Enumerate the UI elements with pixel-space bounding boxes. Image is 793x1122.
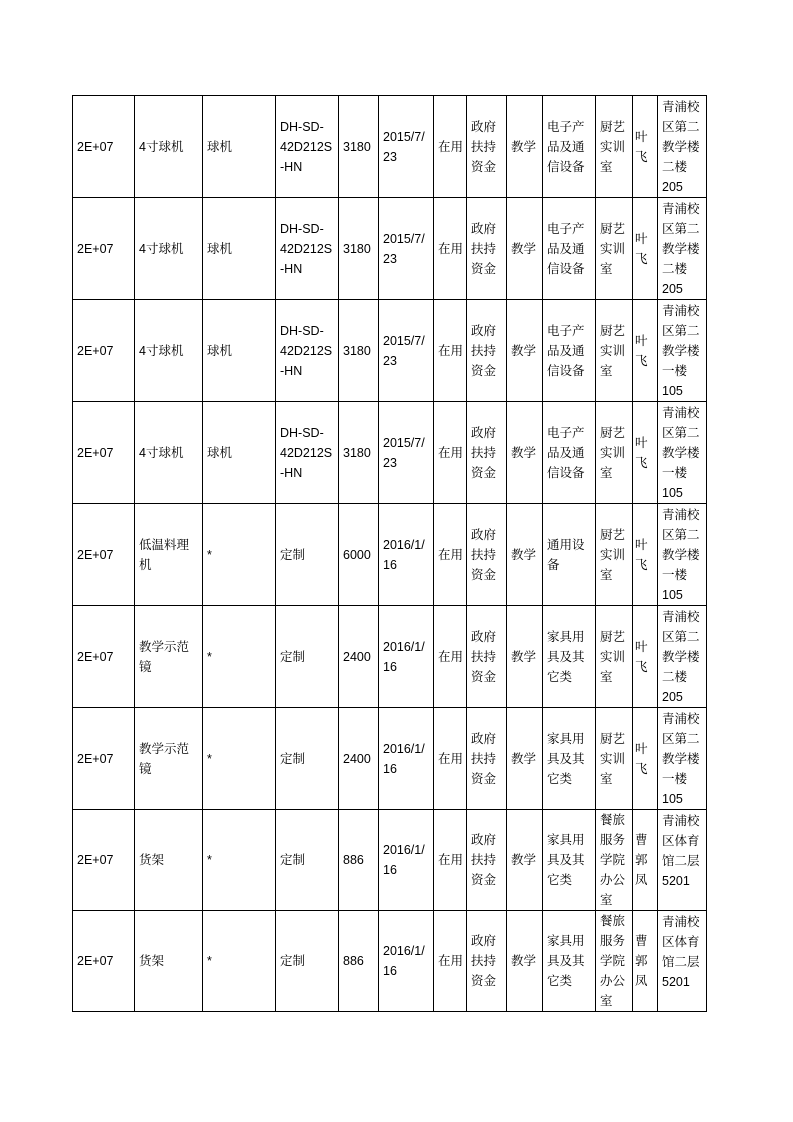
location-cell: 青浦校 区第二 教学楼 二楼 205 [658,606,707,708]
asset-purpose-cell: 教学 [507,708,543,810]
funding-source-cell: 政府 扶持 资金 [467,96,507,198]
asset-model-cell: 定制 [276,911,339,1012]
asset-name-cell: 4寸球机 [135,198,203,300]
asset-price-cell: 2400 [339,606,379,708]
asset-price-cell: 3180 [339,300,379,402]
department-cell: 厨艺 实训 室 [596,606,633,708]
asset-category-cell: 球机 [203,96,276,198]
asset-name-cell: 教学示范 镜 [135,708,203,810]
asset-type-cell: 家具用 具及其 它类 [543,606,596,708]
asset-price-cell: 886 [339,810,379,911]
asset-status-cell: 在用 [434,810,467,911]
location-cell: 青浦校 区体育 馆二层 5201 [658,911,707,1012]
asset-id-cell: 2E+07 [73,504,135,606]
asset-category-cell: * [203,911,276,1012]
funding-source-cell: 政府 扶持 资金 [467,606,507,708]
asset-id-cell: 2E+07 [73,810,135,911]
department-cell: 厨艺 实训 室 [596,198,633,300]
department-cell: 厨艺 实训 室 [596,300,633,402]
keeper-cell: 叶 飞 [633,606,658,708]
asset-purpose-cell: 教学 [507,300,543,402]
table-row [73,606,707,708]
asset-type-cell: 电子产 品及通 信设备 [543,198,596,300]
asset-model-cell: DH-SD- 42D212S -HN [276,198,339,300]
funding-source-cell: 政府 扶持 资金 [467,708,507,810]
asset-name-cell: 4寸球机 [135,300,203,402]
funding-source-cell: 政府 扶持 资金 [467,810,507,911]
purchase-date-cell: 2016/1/ 16 [379,708,434,810]
asset-price-cell: 886 [339,911,379,1012]
asset-price-cell: 6000 [339,504,379,606]
asset-purpose-cell: 教学 [507,810,543,911]
funding-source-cell: 政府 扶持 资金 [467,198,507,300]
table-body [73,96,707,1012]
asset-id-cell: 2E+07 [73,402,135,504]
asset-status-cell: 在用 [434,198,467,300]
asset-status-cell: 在用 [434,606,467,708]
table-row [73,96,707,198]
location-cell: 青浦校 区第二 教学楼 二楼 205 [658,198,707,300]
asset-purpose-cell: 教学 [507,911,543,1012]
purchase-date-cell: 2015/7/ 23 [379,300,434,402]
asset-category-cell: * [203,606,276,708]
asset-id-cell: 2E+07 [73,606,135,708]
department-cell: 餐旅 服务 学院 办公 室 [596,810,633,911]
purchase-date-cell: 2016/1/ 16 [379,504,434,606]
asset-category-cell: 球机 [203,300,276,402]
asset-name-cell: 4寸球机 [135,402,203,504]
asset-name-cell: 货架 [135,810,203,911]
asset-category-cell: 球机 [203,402,276,504]
asset-id-cell: 2E+07 [73,96,135,198]
asset-price-cell: 3180 [339,402,379,504]
purchase-date-cell: 2016/1/ 16 [379,810,434,911]
asset-status-cell: 在用 [434,708,467,810]
asset-status-cell: 在用 [434,911,467,1012]
asset-price-cell: 3180 [339,96,379,198]
funding-source-cell: 政府 扶持 资金 [467,911,507,1012]
table-row [73,402,707,504]
keeper-cell: 叶 飞 [633,96,658,198]
table-row [73,198,707,300]
purchase-date-cell: 2015/7/ 23 [379,96,434,198]
department-cell: 厨艺 实训 室 [596,504,633,606]
keeper-cell: 曹 郭 凤 [633,911,658,1012]
asset-status-cell: 在用 [434,96,467,198]
asset-category-cell: * [203,810,276,911]
asset-model-cell: 定制 [276,708,339,810]
asset-price-cell: 3180 [339,198,379,300]
location-cell: 青浦校 区第二 教学楼 二楼 205 [658,96,707,198]
asset-type-cell: 电子产 品及通 信设备 [543,402,596,504]
asset-name-cell: 货架 [135,911,203,1012]
asset-id-cell: 2E+07 [73,300,135,402]
asset-purpose-cell: 教学 [507,96,543,198]
asset-purpose-cell: 教学 [507,402,543,504]
table-row [73,300,707,402]
department-cell: 餐旅 服务 学院 办公 室 [596,911,633,1012]
asset-status-cell: 在用 [434,300,467,402]
purchase-date-cell: 2015/7/ 23 [379,198,434,300]
asset-purpose-cell: 教学 [507,198,543,300]
location-cell: 青浦校 区第二 教学楼 一楼 105 [658,402,707,504]
keeper-cell: 曹 郭 凤 [633,810,658,911]
asset-model-cell: DH-SD- 42D212S -HN [276,96,339,198]
location-cell: 青浦校 区第二 教学楼 一楼 105 [658,504,707,606]
asset-purpose-cell: 教学 [507,504,543,606]
funding-source-cell: 政府 扶持 资金 [467,300,507,402]
asset-category-cell: * [203,708,276,810]
asset-name-cell: 低温料理 机 [135,504,203,606]
asset-purpose-cell: 教学 [507,606,543,708]
asset-type-cell: 通用设 备 [543,504,596,606]
table-row [73,810,707,911]
asset-model-cell: 定制 [276,504,339,606]
asset-id-cell: 2E+07 [73,198,135,300]
asset-type-cell: 家具用 具及其 它类 [543,911,596,1012]
asset-id-cell: 2E+07 [73,708,135,810]
asset-table [72,95,707,1012]
purchase-date-cell: 2016/1/ 16 [379,911,434,1012]
funding-source-cell: 政府 扶持 资金 [467,402,507,504]
purchase-date-cell: 2015/7/ 23 [379,402,434,504]
asset-model-cell: 定制 [276,606,339,708]
table-row [73,708,707,810]
keeper-cell: 叶 飞 [633,708,658,810]
asset-model-cell: 定制 [276,810,339,911]
asset-category-cell: * [203,504,276,606]
keeper-cell: 叶 飞 [633,198,658,300]
asset-type-cell: 家具用 具及其 它类 [543,810,596,911]
asset-status-cell: 在用 [434,402,467,504]
asset-price-cell: 2400 [339,708,379,810]
asset-name-cell: 教学示范 镜 [135,606,203,708]
asset-status-cell: 在用 [434,504,467,606]
keeper-cell: 叶 飞 [633,504,658,606]
location-cell: 青浦校 区体育 馆二层 5201 [658,810,707,911]
purchase-date-cell: 2016/1/ 16 [379,606,434,708]
department-cell: 厨艺 实训 室 [596,402,633,504]
asset-model-cell: DH-SD- 42D212S -HN [276,300,339,402]
table-row [73,911,707,1012]
location-cell: 青浦校 区第二 教学楼 一楼 105 [658,300,707,402]
asset-type-cell: 电子产 品及通 信设备 [543,96,596,198]
asset-type-cell: 家具用 具及其 它类 [543,708,596,810]
asset-id-cell: 2E+07 [73,911,135,1012]
table-row [73,504,707,606]
asset-type-cell: 电子产 品及通 信设备 [543,300,596,402]
keeper-cell: 叶 飞 [633,300,658,402]
funding-source-cell: 政府 扶持 资金 [467,504,507,606]
location-cell: 青浦校 区第二 教学楼 一楼 105 [658,708,707,810]
keeper-cell: 叶 飞 [633,402,658,504]
asset-model-cell: DH-SD- 42D212S -HN [276,402,339,504]
department-cell: 厨艺 实训 室 [596,708,633,810]
asset-category-cell: 球机 [203,198,276,300]
department-cell: 厨艺 实训 室 [596,96,633,198]
asset-name-cell: 4寸球机 [135,96,203,198]
